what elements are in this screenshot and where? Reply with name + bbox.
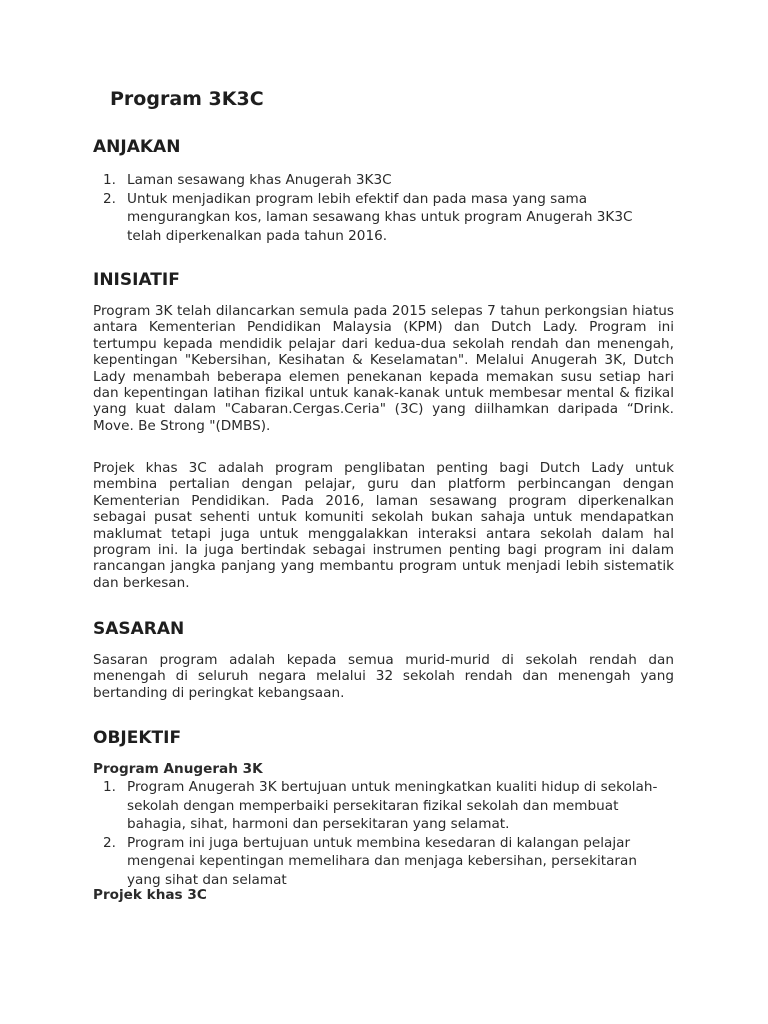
list-item [93, 778, 658, 834]
paragraph: Program 3K telah dilancarkan semula pada 2015 selepas 7 tahun perkongsian hiatus antara Kementerian Pendidikan Malaysia (KPM) dan Dutch Lady. Program ini tertumpu kepada mendidik pelajar dari kedua-dua sekolah rendah dan menengah, kepentingan "Kebersihan, Kesihatan & Keselamatan". Melalui Anugerah 3K, Dutch Lady menambah beberapa elemen penekanan kepada memakan susu setiap hari dan kepentingan latihan fizikal untuk kanak-kanak untuk membesar mental & fizikal yang kuat dalam "Cabaran.Cergas.Ceria" (3C) yang diilhamkan daripada “Drink. Move. Be Strong "(DMBS). [93, 303, 674, 434]
list-number: 1. [103, 172, 116, 188]
paragraph: Projek khas 3C adalah program penglibatan penting bagi Dutch Lady untuk membina pertalian dengan pelajar, guru dan platform perbincangan dengan Kementerian Pendidikan. Pada 2016, laman sesawang program diperkenalkan sebagai pusat sehenti untuk komuniti sekolah bukan sahaja untuk mendapatkan maklumat tetapi juga untuk menggalakkan interaksi antara sekolah dalam hal program ini. Ia juga bertindak sebagai instrumen penting bagi program ini dalam rancangan jangka panjang yang membantu program untuk menjadi lebih sistematik dan berkesan. [93, 460, 674, 591]
heading-objektif: OBJEKTIF [93, 728, 182, 748]
list-number: 2. [103, 834, 116, 851]
list-item [93, 834, 658, 890]
list-item [93, 171, 653, 190]
list-text: Program Anugerah 3K bertujuan untuk meningkatkan kualiti hidup di sekolah-sekolah dengan memperbaiki persekitaran fizikal sekolah dan membuat bahagia, sihat, harmoni dan persekitaran yang selamat. [127, 779, 658, 832]
page-title: Program 3K3C [110, 88, 264, 110]
list-number: 2. [103, 190, 116, 207]
subheading: Projek khas 3C [93, 887, 207, 903]
heading-anjakan: ANJAKAN [93, 137, 181, 157]
heading-inisiatif: INISIATIF [93, 270, 180, 290]
anjakan-list [93, 171, 653, 245]
list-item [93, 190, 653, 246]
list-number: 1. [103, 779, 116, 795]
list-text: Laman sesawang khas Anugerah 3K3C [127, 172, 392, 188]
subheading: Program Anugerah 3K [93, 761, 263, 777]
objektif-list [93, 778, 658, 889]
heading-sasaran: SASARAN [93, 619, 185, 639]
list-text: Program ini juga bertujuan untuk membina kesedaran di kalangan pelajar mengenai kepentingan memelihara dan menjaga kebersihan, persekitaran yang sihat dan selamat [127, 834, 637, 888]
paragraph: Sasaran program adalah kepada semua murid-murid di sekolah rendah dan menengah di seluruh negara melalui 32 sekolah rendah dan menengah yang bertanding di peringkat kebangsaan. [93, 652, 674, 701]
list-text: Untuk menjadikan program lebih efektif dan pada masa yang sama mengurangkan kos, laman sesawang khas untuk program Anugerah 3K3C telah diperkenalkan pada tahun 2016. [127, 190, 633, 244]
